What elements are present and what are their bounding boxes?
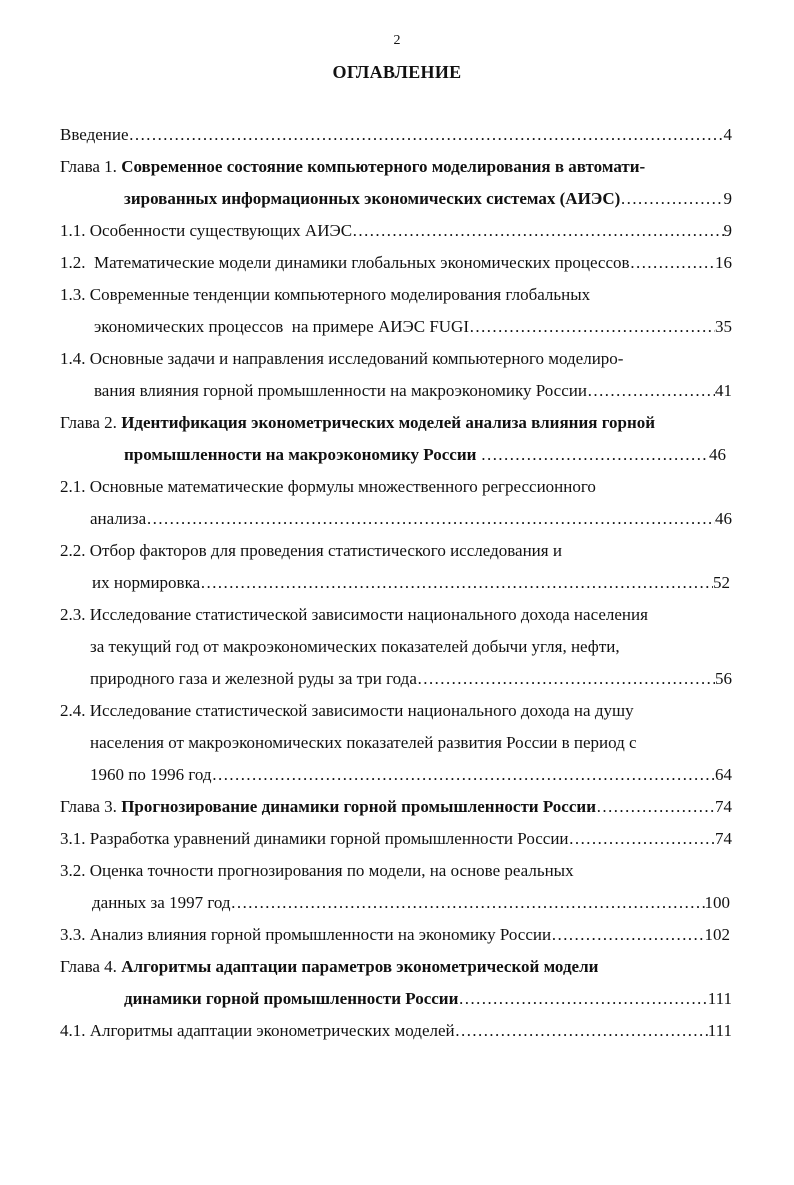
toc-chapter-3 xyxy=(60,795,732,819)
toc-leader-dots xyxy=(146,507,715,531)
toc-page-number: 41 xyxy=(715,381,732,400)
toc-leader-dots xyxy=(455,1019,708,1043)
toc-section-2-4-line3 xyxy=(90,763,732,787)
toc-page-number: 46 xyxy=(709,445,726,464)
toc-leader-dots xyxy=(417,667,715,691)
toc-label: 1.2. Математические модели динамики глобальных экономических процессов xyxy=(60,253,630,272)
toc-section-1-3-line2 xyxy=(94,315,732,339)
toc-leader-dots xyxy=(200,571,713,595)
toc-page-number: 52 xyxy=(713,573,730,592)
toc-page-number: 74 xyxy=(715,829,732,848)
toc-section-2-3-line1: 2.3. Исследование статистической зависимости национального дохода населения xyxy=(60,605,648,624)
chapter-prefix: Глава 3. xyxy=(60,797,122,816)
toc-section-1-1 xyxy=(60,219,732,243)
toc-leader-dots xyxy=(352,219,723,243)
toc-chapter-1-line1 xyxy=(60,155,732,179)
toc-label: 3.3. Анализ влияния горной промышленности на экономику России xyxy=(60,925,552,944)
toc-label: их нормировка xyxy=(92,573,201,592)
chapter-title: Алгоритмы адаптации параметров эконометрической модели xyxy=(121,957,599,976)
chapter-prefix: Глава 1. xyxy=(60,157,122,176)
toc-section-1-4-line2 xyxy=(94,379,732,403)
toc-label: экономических процессов на примере АИЭС FUGI xyxy=(94,317,469,336)
toc-section-1-2 xyxy=(60,251,732,275)
toc-label: вания влияния горной промышленности на макроэкономику России xyxy=(94,381,587,400)
toc-section-3-2-line1: 3.2. Оценка точности прогнозирования по модели, на основе реальных xyxy=(60,861,574,880)
toc-section-4-1 xyxy=(60,1019,732,1043)
toc-section-3-2-line2 xyxy=(92,891,730,915)
page-number: 2 xyxy=(393,33,401,48)
toc-chapter-2-line1 xyxy=(60,411,732,435)
chapter-title: Прогнозирование динамики горной промышленности России xyxy=(121,797,596,816)
chapter-title: Современное состояние компьютерного моделирования в автомати- xyxy=(121,157,646,176)
toc-label: 3.1. Разработка уравнений динамики горной промышленности России xyxy=(60,829,569,848)
toc-page-number: 102 xyxy=(704,925,730,944)
chapter-prefix: Глава 4. xyxy=(60,957,122,976)
toc-chapter-4-line1 xyxy=(60,955,732,979)
toc-label: анализа xyxy=(90,509,147,528)
toc-page-number: 9 xyxy=(723,221,732,240)
toc-section-2-1-line1: 2.1. Основные математические формулы множественного регрессионного xyxy=(60,477,596,496)
toc-label: Введение xyxy=(60,125,129,144)
toc-leader-dots xyxy=(620,187,723,211)
page-title: ОГЛАВЛЕНИЕ xyxy=(332,62,462,82)
toc-page-number: 74 xyxy=(715,797,732,816)
toc-page-number: 16 xyxy=(715,253,732,272)
toc-page-number: 56 xyxy=(715,669,732,688)
toc-leader-dots xyxy=(481,443,709,467)
toc-section-1-4-line1: 1.4. Основные задачи и направления исследований компьютерного моделиро- xyxy=(60,349,624,368)
chapter-title-cont: промышленности на макроэкономику России xyxy=(124,445,481,464)
toc-section-3-3 xyxy=(60,923,730,947)
toc-page-number: 111 xyxy=(707,1021,732,1040)
toc-label: данных за 1997 год xyxy=(92,893,231,912)
toc-leader-dots xyxy=(630,251,715,275)
chapter-title: Идентификация эконометрических моделей анализа влияния горной xyxy=(121,413,656,432)
toc-section-3-1 xyxy=(60,827,732,851)
toc-section-2-4-line2: населения от макроэкономических показателей развития России в период с xyxy=(90,733,637,752)
toc-page-number: 111 xyxy=(707,989,732,1008)
toc-leader-dots xyxy=(231,891,705,915)
toc-section-2-2-line1: 2.2. Отбор факторов для проведения статистического исследования и xyxy=(60,541,562,560)
toc-leader-dots xyxy=(569,827,715,851)
toc-label: 1.1. Особенности существующих АИЭС xyxy=(60,221,353,240)
toc-section-1-3-line1: 1.3. Современные тенденции компьютерного моделирования глобальных xyxy=(60,285,591,304)
toc-page-number: 4 xyxy=(723,125,732,144)
toc-page-number: 100 xyxy=(704,893,730,912)
toc-section-2-3-line3 xyxy=(90,667,732,691)
toc-section-2-1-line2 xyxy=(90,507,732,531)
toc-leader-dots xyxy=(458,987,707,1011)
chapter-title-cont: динамики горной промышленности России xyxy=(124,989,459,1008)
toc-label: 4.1. Алгоритмы адаптации эконометрических моделей xyxy=(60,1021,455,1040)
toc-page-number: 46 xyxy=(715,509,732,528)
toc-leader-dots xyxy=(129,123,724,147)
toc-page-number: 64 xyxy=(715,765,732,784)
toc-entry-intro xyxy=(60,123,732,147)
toc-leader-dots xyxy=(587,379,715,403)
toc-chapter-1-line2 xyxy=(124,187,732,211)
toc-section-2-2-line2 xyxy=(92,571,730,595)
toc-page-number: 9 xyxy=(723,189,732,208)
toc-leader-dots xyxy=(596,795,715,819)
toc-section-2-3-line2: за текущий год от макроэкономических показателей добычи угля, нефти, xyxy=(90,637,620,656)
toc-chapter-4-line2 xyxy=(124,987,732,1011)
toc-label: 1960 по 1996 год xyxy=(90,765,212,784)
chapter-title-cont: зированных информационных экономических системах (АИЭС) xyxy=(124,189,621,208)
toc-label: природного газа и железной руды за три года xyxy=(90,669,417,688)
toc-leader-dots xyxy=(212,763,715,787)
toc-chapter-2-line2 xyxy=(124,443,726,467)
toc-section-2-4-line1: 2.4. Исследование статистической зависимости национального дохода на душу xyxy=(60,701,634,720)
toc-leader-dots xyxy=(551,923,704,947)
chapter-prefix: Глава 2. xyxy=(60,413,122,432)
toc-leader-dots xyxy=(469,315,715,339)
toc-page-number: 35 xyxy=(715,317,732,336)
